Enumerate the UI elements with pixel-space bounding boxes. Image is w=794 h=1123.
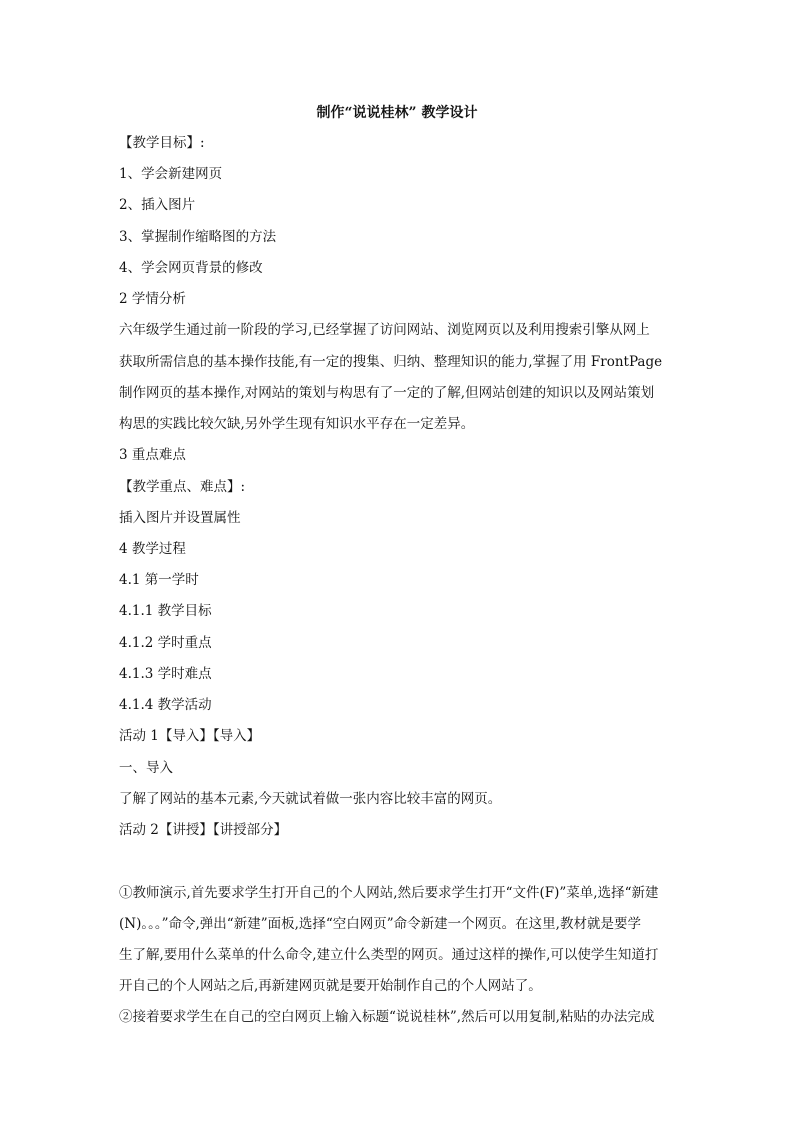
document-title: 制作“说说桂林” 教学设计 xyxy=(316,105,478,121)
subsection-activities: 4.1.4 教学活动 xyxy=(119,697,212,713)
subsection-lesson-key: 4.1.2 学时重点 xyxy=(119,635,212,651)
lecture-paragraph-1-line-3: 生了解,要用什么菜单的什么命令,建立什么类型的网页。通过这样的操作,可以使学生知道打 xyxy=(119,947,659,963)
section-heading-analysis: 2 学情分析 xyxy=(119,291,186,307)
goal-item-4: 4、学会网页背景的修改 xyxy=(119,260,263,276)
lecture-paragraph-1-line-1: ①教师演示,首先要求学生打开自己的个人网站,然后要求学生打开“文件(F)”菜单,选择“新建 xyxy=(119,885,659,901)
goal-item-1: 1、学会新建网页 xyxy=(119,166,223,182)
activity-1-heading: 活动 1【导入】【导入】 xyxy=(119,728,261,744)
goal-item-2: 2、插入图片 xyxy=(119,197,196,213)
lecture-paragraph-1-line-2: (N)。。。”命令,弹出“新建”面板,选择“空白网页”命令新建一个网页。在这里,教材就是要学 xyxy=(119,916,641,932)
activity-2-heading: 活动 2【讲授】【讲授部分】 xyxy=(119,822,288,838)
section-heading-process: 4 教学过程 xyxy=(119,541,186,557)
lecture-paragraph-2-line-1: ②接着要求学生在自己的空白网页上输入标题“说说桂林”,然后可以用复制,粘贴的办法完成 xyxy=(119,1009,655,1025)
intro-text: 了解了网站的基本元素,今天就试着做一张内容比较丰富的网页。 xyxy=(119,791,502,807)
subsection-lesson-goals: 4.1.1 教学目标 xyxy=(119,603,212,619)
key-points-label: 【教学重点、难点】: xyxy=(119,479,246,495)
subsection-lesson-difficulty: 4.1.3 学时难点 xyxy=(119,666,212,682)
analysis-paragraph-line-2: 获取所需信息的基本操作技能,有一定的搜集、归纳、整理知识的能力,掌握了用 FrontPage xyxy=(119,354,663,370)
analysis-paragraph-line-1: 六年级学生通过前一阶段的学习,已经掌握了访问网站、浏览网页以及利用搜索引擎从网上 xyxy=(119,322,650,338)
subsection-first-lesson: 4.1 第一学时 xyxy=(119,572,199,588)
section-heading-goals: 【教学目标】: xyxy=(119,135,205,151)
goal-item-3: 3、掌握制作缩略图的方法 xyxy=(119,229,277,245)
section-heading-key-points: 3 重点难点 xyxy=(119,447,186,463)
key-points-text: 插入图片并设置属性 xyxy=(119,510,241,526)
analysis-paragraph-line-4: 构思的实践比较欠缺,另外学生现有知识水平存在一定差异。 xyxy=(119,416,475,432)
analysis-paragraph-line-3: 制作网页的基本操作,对网站的策划与构思有了一定的了解,但网站创建的知识以及网站策划 xyxy=(119,385,655,401)
lecture-paragraph-1-line-4: 开自己的个人网站之后,再新建网页就是要开始制作自己的个人网站了。 xyxy=(119,978,542,994)
intro-heading: 一、导入 xyxy=(119,760,173,776)
